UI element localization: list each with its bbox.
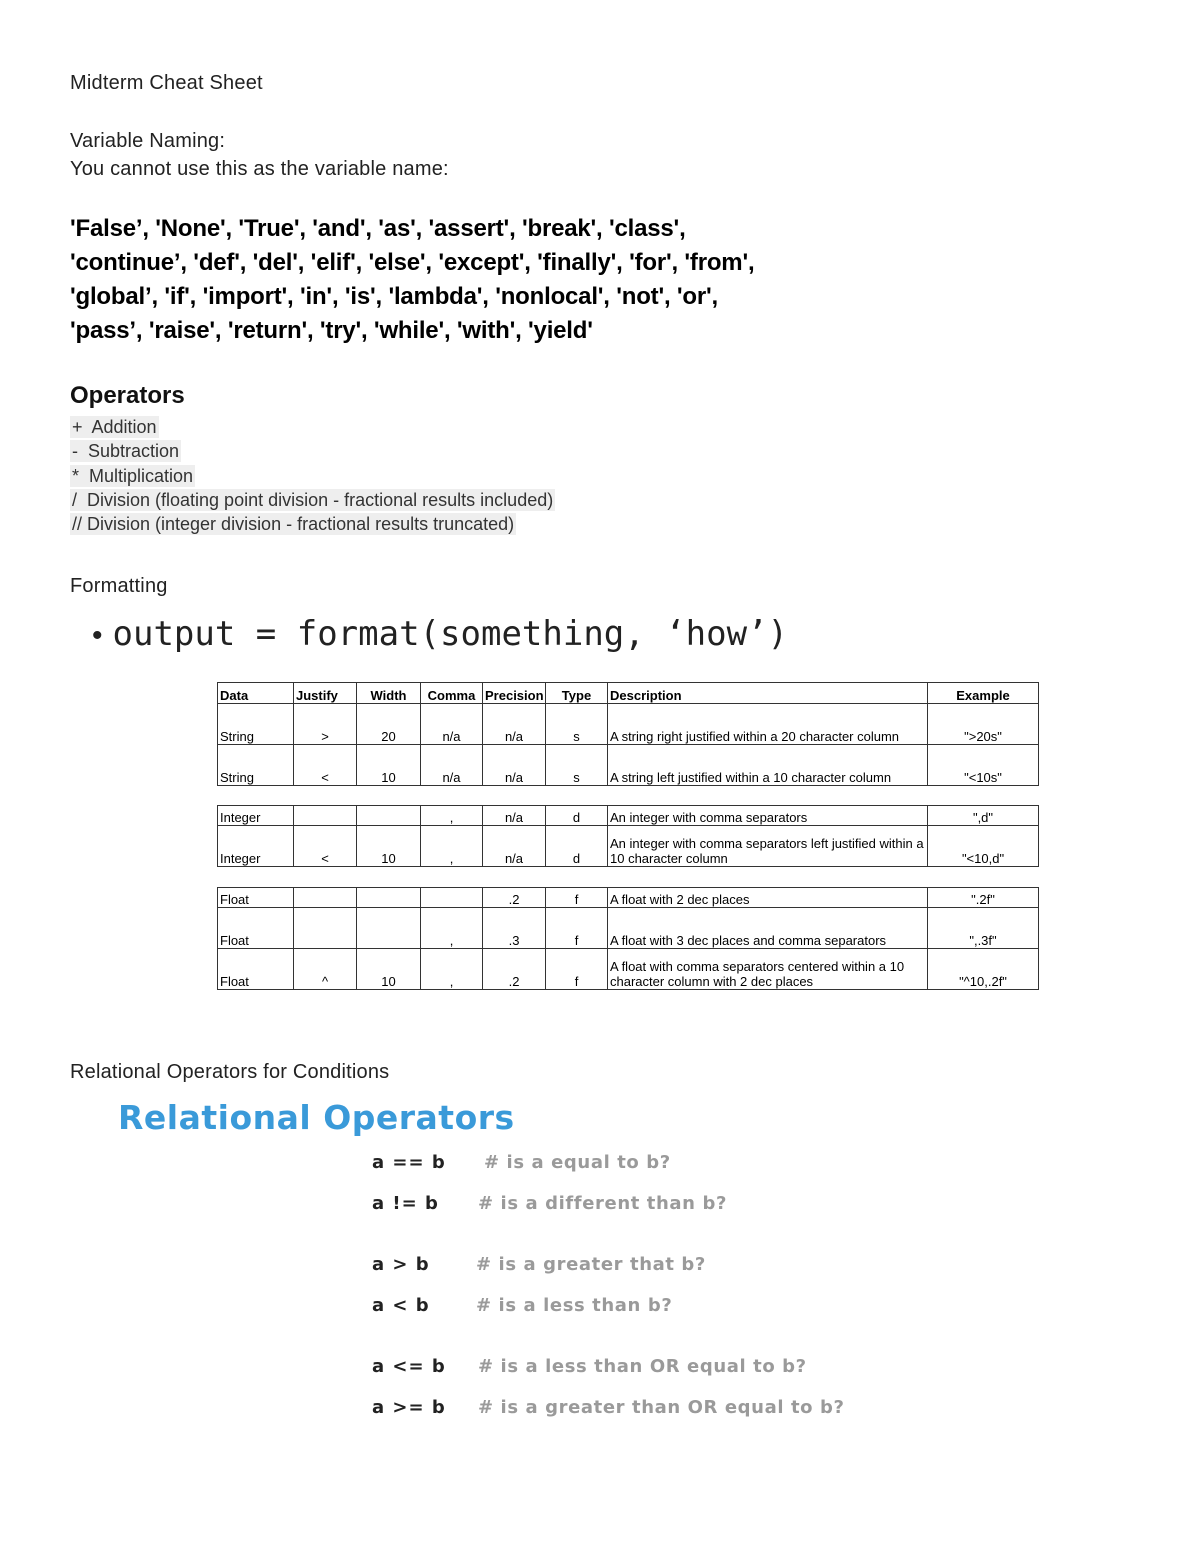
format-table-header bbox=[217, 682, 1039, 786]
relational-comment: # is a equal to b? bbox=[484, 1152, 671, 1173]
cell-description: A string left justified within a 10 character column bbox=[608, 745, 928, 786]
cell-comma: n/a bbox=[421, 704, 483, 745]
format-table-integer bbox=[217, 805, 1039, 867]
cell-comma: , bbox=[421, 806, 483, 826]
cell-type: s bbox=[546, 704, 608, 745]
relational-comment: # is a different than b? bbox=[478, 1193, 727, 1214]
cell-example: ",.3f" bbox=[928, 908, 1039, 949]
cell-comma: , bbox=[421, 826, 483, 867]
cell-example: "<10,d" bbox=[928, 826, 1039, 867]
table-row bbox=[218, 949, 1039, 990]
cell-type: s bbox=[546, 745, 608, 786]
cell-precision: .2 bbox=[483, 888, 546, 908]
column-header-comma: Comma bbox=[421, 683, 483, 704]
cell-justify: > bbox=[294, 704, 357, 745]
formatting-heading: Formatting bbox=[70, 575, 168, 597]
cell-justify bbox=[294, 908, 357, 949]
format-table-float bbox=[217, 887, 1039, 990]
format-code-line bbox=[92, 614, 788, 654]
keyword-line: 'False’, 'None', 'True', 'and', 'as', 'assert', 'break', 'class', bbox=[70, 215, 686, 242]
table-row bbox=[218, 704, 1039, 745]
column-header-type: Type bbox=[546, 683, 608, 704]
cell-width bbox=[357, 888, 421, 908]
relational-expression: a < b bbox=[372, 1295, 430, 1316]
relational-comment: # is a greater than OR equal to b? bbox=[478, 1397, 845, 1418]
cell-precision: n/a bbox=[483, 806, 546, 826]
cell-width bbox=[357, 908, 421, 949]
cell-width: 10 bbox=[357, 745, 421, 786]
page-title: Midterm Cheat Sheet bbox=[70, 72, 263, 94]
operator-item: // Division (integer division - fractional results truncated) bbox=[72, 514, 515, 534]
table-row bbox=[218, 806, 1039, 826]
cell-data: Float bbox=[218, 888, 294, 908]
cell-justify: < bbox=[294, 826, 357, 867]
format-table-header-row bbox=[218, 683, 1039, 704]
column-header-justify: Justify bbox=[294, 683, 357, 704]
operators-heading: Operators bbox=[70, 382, 185, 409]
cell-comma bbox=[421, 888, 483, 908]
cell-example: ".2f" bbox=[928, 888, 1039, 908]
cell-type: f bbox=[546, 888, 608, 908]
relational-expression: a >= b bbox=[372, 1397, 446, 1418]
cell-justify: ^ bbox=[294, 949, 357, 990]
cell-justify bbox=[294, 888, 357, 908]
cell-data: String bbox=[218, 745, 294, 786]
table-row bbox=[218, 826, 1039, 867]
cell-data: Float bbox=[218, 908, 294, 949]
cell-width: 20 bbox=[357, 704, 421, 745]
relational-heading: Relational Operators for Conditions bbox=[70, 1061, 390, 1083]
column-header-description: Description bbox=[608, 683, 928, 704]
keyword-line: 'continue’, 'def', 'del', 'elif', 'else', 'except', 'finally', 'for', 'from', bbox=[70, 249, 755, 276]
bullet-icon: • bbox=[92, 619, 103, 652]
cell-precision: .3 bbox=[483, 908, 546, 949]
relational-expression: a > b bbox=[372, 1254, 430, 1275]
column-header-width: Width bbox=[357, 683, 421, 704]
relational-expression: a == b bbox=[372, 1152, 446, 1173]
cell-description: A float with 2 dec places bbox=[608, 888, 928, 908]
keyword-line: 'pass’, 'raise', 'return', 'try', 'while', 'with', 'yield' bbox=[70, 317, 593, 344]
cell-example: ",d" bbox=[928, 806, 1039, 826]
relational-comment: # is a greater that b? bbox=[476, 1254, 706, 1275]
cell-description: An integer with comma separators left justified within a 10 character column bbox=[608, 826, 928, 867]
column-header-data: Data bbox=[218, 683, 294, 704]
cell-type: f bbox=[546, 949, 608, 990]
table-row bbox=[218, 908, 1039, 949]
cell-example: ">20s" bbox=[928, 704, 1039, 745]
format-code: output = format(something, ‘how’) bbox=[112, 614, 789, 654]
cell-type: f bbox=[546, 908, 608, 949]
cell-description: A string right justified within a 20 character column bbox=[608, 704, 928, 745]
operator-item: / Division (floating point division - fractional results included) bbox=[72, 490, 554, 510]
variable-naming-heading: Variable Naming: bbox=[70, 130, 226, 152]
operator-item: * Multiplication bbox=[72, 466, 194, 486]
cell-comma: n/a bbox=[421, 745, 483, 786]
cell-width: 10 bbox=[357, 826, 421, 867]
cell-precision: .2 bbox=[483, 949, 546, 990]
column-header-example: Example bbox=[928, 683, 1039, 704]
cell-justify: < bbox=[294, 745, 357, 786]
relational-comment: # is a less than b? bbox=[476, 1295, 673, 1316]
cell-width: 10 bbox=[357, 949, 421, 990]
cell-precision: n/a bbox=[483, 704, 546, 745]
cell-comma: , bbox=[421, 908, 483, 949]
relational-expression: a != b bbox=[372, 1193, 439, 1214]
cell-justify bbox=[294, 806, 357, 826]
relational-title: Relational Operators bbox=[118, 1098, 515, 1137]
cell-width bbox=[357, 806, 421, 826]
cell-data: String bbox=[218, 704, 294, 745]
relational-expression: a <= b bbox=[372, 1356, 446, 1377]
cell-description: An integer with comma separators bbox=[608, 806, 928, 826]
cell-data: Integer bbox=[218, 826, 294, 867]
cell-example: "^10,.2f" bbox=[928, 949, 1039, 990]
operator-item: + Addition bbox=[72, 417, 157, 437]
column-header-precision: Precision bbox=[483, 683, 546, 704]
cell-data: Integer bbox=[218, 806, 294, 826]
cell-data: Float bbox=[218, 949, 294, 990]
cell-description: A float with comma separators centered within a 10 character column with 2 dec places bbox=[608, 949, 928, 990]
cell-example: "<10s" bbox=[928, 745, 1039, 786]
cell-type: d bbox=[546, 826, 608, 867]
table-row bbox=[218, 888, 1039, 908]
keyword-line: 'global’, 'if', 'import', 'in', 'is', 'lambda', 'nonlocal', 'not', 'or', bbox=[70, 283, 718, 310]
operator-item: - Subtraction bbox=[72, 441, 180, 461]
relational-comment: # is a less than OR equal to b? bbox=[478, 1356, 807, 1377]
variable-naming-subheading: You cannot use this as the variable name: bbox=[70, 158, 449, 180]
cell-type: d bbox=[546, 806, 608, 826]
cell-precision: n/a bbox=[483, 745, 546, 786]
cell-precision: n/a bbox=[483, 826, 546, 867]
cell-comma: , bbox=[421, 949, 483, 990]
cell-description: A float with 3 dec places and comma separators bbox=[608, 908, 928, 949]
table-row bbox=[218, 745, 1039, 786]
